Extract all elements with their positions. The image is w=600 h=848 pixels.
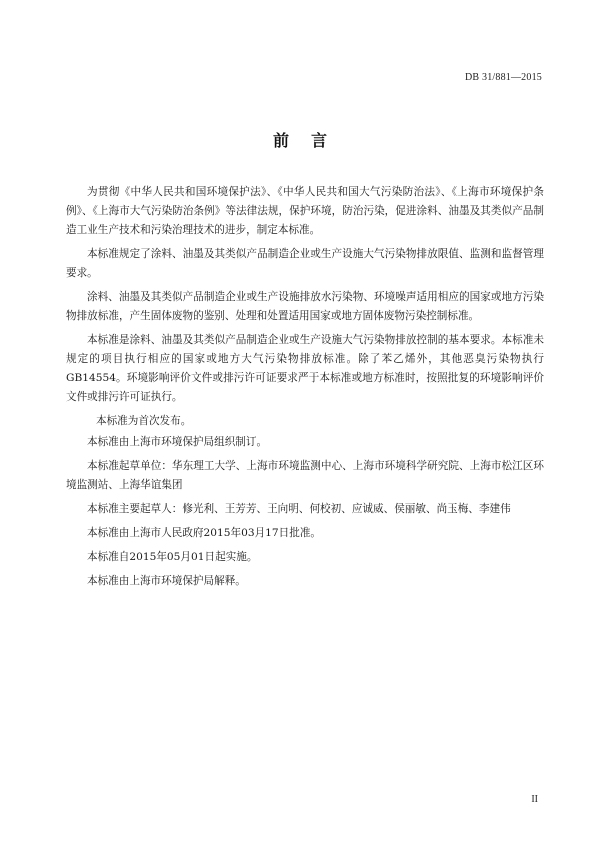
foreword-body (66, 183, 544, 596)
paragraph-basic-requirements: 本标准是涂料、油墨及其类似产品制造企业或生产设施大气污染物排放控制的基本要求。本标准未规定的项目执行相应的国家或地方大气污染物排放标准。除了苯乙烯外，其他恶臭污染物执行GB14554。环境影响评价文件或排污许可证要求严于本标准或地方标准时，按照批复的环境影响评价文件或排污许可证执行。 (66, 334, 544, 403)
paragraph-scope: 本标准规定了涂料、油墨及其类似产品制造企业或生产设施大气污染物排放限值、监测和监督管理要求。 (66, 248, 544, 279)
paragraph-drafters: 本标准主要起草人：修光利、王芳芳、王向明、何校初、应诚威、侯丽敏、尚玉梅、李建伟 (87, 503, 511, 515)
paragraph-approval: 本标准由上海市人民政府2015年03月17日批准。 (87, 527, 322, 539)
paragraph-other-pollutants: 涂料、油墨及其类似产品制造企业或生产设施排放水污染物、环境噪声适用相应的国家或地方污染物排放标准，产生固体废物的鉴别、处理和处置适用国家或地方固体废物污染控制标准。 (66, 291, 544, 322)
paragraph-effective-date: 本标准自2015年05月01日起实施。 (87, 551, 258, 563)
paragraph-drafting-units: 本标准起草单位：华东理工大学、上海市环境监测中心、上海市环境科学研究院、上海市松江区环境监测站、上海华谊集团 (66, 460, 544, 491)
paragraph-purpose: 为贯彻《中华人民共和国环境保护法》、《中华人民共和国大气污染防治法》、《上海市环境保护条例》、《上海市大气污染防治条例》等法律法规，保护环境，防治污染，促进涂料、油墨及其类似产品制造工业生产技术和污染治理技术的进步，制定本标准。 (66, 186, 544, 236)
page-number: II (531, 794, 538, 805)
document-code: DB 31/881—2015 (465, 72, 542, 83)
paragraph-first-release: 本标准为首次发布。 (96, 415, 192, 427)
page-title: 前言 (272, 131, 349, 150)
paragraph-interpretation: 本标准由上海市环境保护局解释。 (87, 575, 246, 587)
paragraph-organizer: 本标准由上海市环境保护局组织制订。 (87, 436, 268, 448)
